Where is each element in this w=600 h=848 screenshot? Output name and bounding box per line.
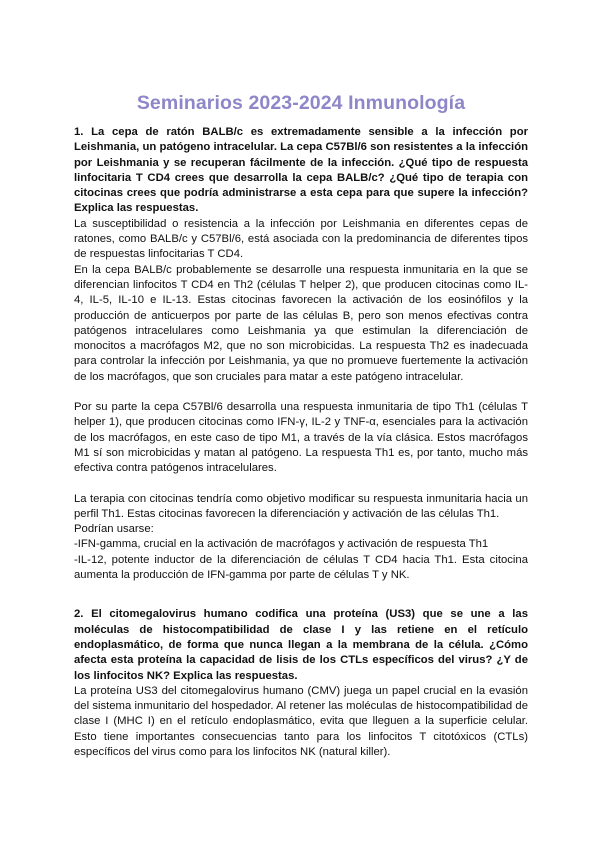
answer-1-paragraph-1: La susceptibilidad o resistencia a la infección por Leishmania en diferentes cepas de ratones, como BALB/c y C57Bl/6, está asociada con la predominancia de diferentes tipos de respuestas linfocitarias T CD4. [74, 217, 528, 261]
answer-1-list-item-ifn: -IFN-gamma, crucial en la activación de macrófagos y activación de respuesta Th1 [74, 538, 489, 551]
answer-2-paragraph-1: La proteína US3 del citomegalovirus humano (CMV) juega un papel crucial en la evasión del sistema inmunitario del hospedador. Al retener las moléculas de histocompatibilidad de clase I (MHC I) en el retículo endoplasmático, evita que lleguen a la superficie celular. Esto tiene importantes consecuencias tanto para los linfocitos T citotóxicos (CTLs) específicos del virus como para los linfocitos NK (natural killer). [74, 684, 528, 758]
question-2-text: 2. El citomegalovirus humano codifica una proteína (US3) que se une a las moléculas de histocompatibilidad de clase I y las retiene en el retículo endoplasmático, de forma que nunca llegan a la membrana de la célula. ¿Cómo afecta esta proteína la capacidad de lisis de los CTLs específicos del virus? ¿Y de los linfocitos NK? Explica las respuestas. [74, 608, 528, 682]
question-2-section [74, 607, 528, 760]
section-spacer [74, 583, 528, 607]
answer-1-paragraph-5: Podrían usarse: [74, 523, 154, 536]
paragraph-spacer [74, 385, 528, 400]
answer-1-paragraph-4: La terapia con citocinas tendría como objetivo modificar su respuesta inmunitaria hacia un perfil Th1. Estas citocinas favorecen la diferenciación y activación de las células Th1. [74, 492, 528, 520]
paragraph-spacer [74, 477, 528, 492]
document-title: Seminarios 2023-2024 Inmunología [136, 92, 466, 114]
question-1-section [74, 125, 528, 583]
answer-1-paragraph-3: Por su parte la cepa C57Bl/6 desarrolla una respuesta inmunitaria de tipo Th1 (células T helper 1), que producen citocinas como IFN-γ, IL-2 y TNF-α, esenciales para la activación de los macrófagos, en este caso de tipo M1, a través de la vía clásica. Estos macrófagos M1 sí son microbicidas y matan al patógeno. La respuesta Th1 es, por tanto, mucho más efectiva contra patógenos intracelulares. [74, 401, 528, 475]
answer-1-paragraph-2: En la cepa BALB/c probablemente se desarrolle una respuesta inmunitaria en la que se diferencian linfocitos T CD4 en Th2 (células T helper 2), que producen citocinas como IL-4, IL-5, IL-10 e IL-13. Estas citocinas favorecen la activación de los eosinófilos y la producción de anticuerpos por parte de las células B, pero son menos efectivas contra patógenos intracelulares como Leishmania ya que estimulan la diferenciación de monocitos a macrófagos M2, que no son microbicidas. La respuesta Th2 es inadecuada para controlar la infección por Leishmania, ya que no promueve fuertemente la activación de los macrófagos, que son cruciales para matar a este patógeno intracelular. [74, 263, 528, 383]
question-1-text: 1. La cepa de ratón BALB/c es extremadamente sensible a la infección por Leishmania, un patógeno intracelular. La cepa C57Bl/6 son resistentes a la infección por Leishmania y se recuperan fácilmente de la infección. ¿Qué tipo de respuesta linfocitaria T CD4 crees que desarrolla la cepa BALB/c? ¿Qué tipo de terapia con citocinas crees que podría administrarse a esta cepa para que supere la infección? Explica las respuestas. [74, 126, 528, 215]
answer-1-list-item-il12: -IL-12, potente inductor de la diferenciación de células T CD4 hacia Th1. Esta citocina aumenta la producción de IFN-gamma por parte de células T y NK. [74, 553, 528, 582]
